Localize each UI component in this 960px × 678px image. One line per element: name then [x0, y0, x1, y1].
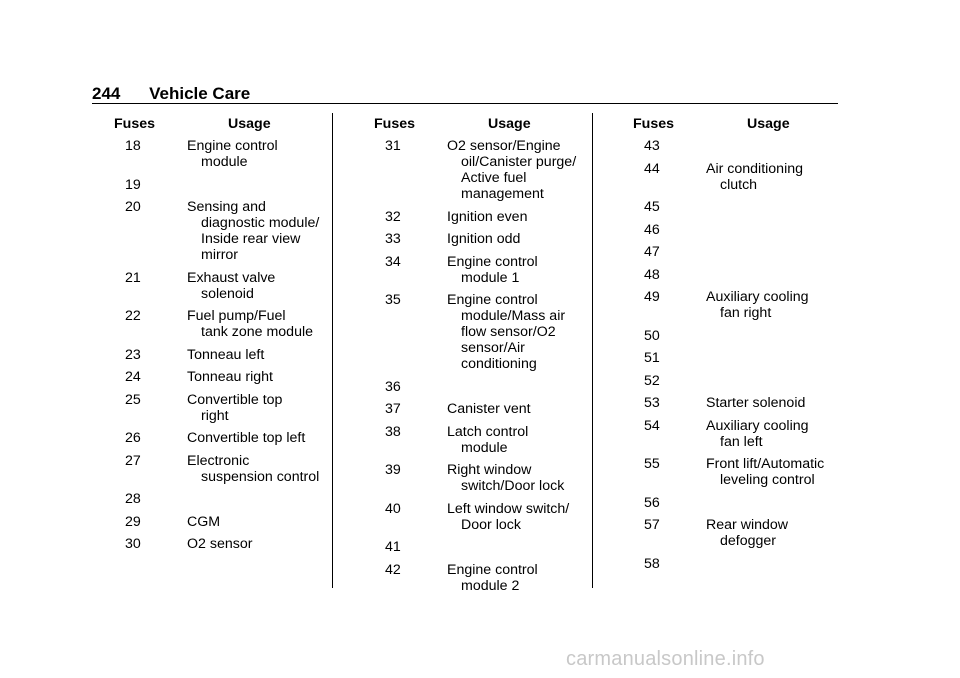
fuse-number: 28 — [125, 491, 141, 507]
fuse-usage: Canister vent — [447, 401, 531, 417]
fuse-usage: Electronic suspension control — [187, 452, 320, 485]
fuse-usage: Front lift/Automatic leveling control — [706, 456, 825, 488]
fuse-usage: Engine control module/Mass air flow sensor/O2 sensor/Air conditioning — [447, 292, 566, 372]
fuse-usage: Fuel pump/Fuel tank zone module — [187, 308, 313, 340]
fuses-header: Fuses — [633, 116, 675, 132]
fuse-usage — [706, 556, 862, 572]
fuse-number: 34 — [385, 253, 401, 270]
fuse-number: 57 — [644, 517, 660, 533]
fuse-number: 33 — [385, 231, 401, 247]
fuse-usage — [706, 138, 862, 154]
fuse-row — [352, 462, 592, 494]
fuse-usage — [706, 199, 862, 215]
fuse-row — [611, 222, 851, 238]
fuse-usage: Exhaust valve solenoid — [187, 269, 276, 302]
fuse-usage: O2 sensor — [187, 536, 253, 552]
fuse-number: 58 — [644, 555, 660, 572]
fuse-number: 47 — [644, 244, 660, 260]
fuse-number: 54 — [644, 417, 660, 434]
fuse-usage — [187, 177, 343, 193]
fuse-usage: Sensing and diagnostic module/ Inside rear view mirror — [187, 199, 320, 263]
fuse-number: 56 — [644, 494, 660, 511]
fuses-header: Fuses — [374, 116, 416, 132]
fuse-number: 31 — [385, 138, 401, 154]
fuse-number: 25 — [125, 391, 141, 408]
fuse-usage: Air conditioning clutch — [706, 160, 804, 193]
fuse-usage: Engine control module — [187, 138, 278, 170]
fuse-row — [611, 495, 851, 511]
fuse-usage: Engine control module 2 — [447, 561, 538, 594]
fuse-table-column-2 — [352, 116, 592, 600]
fuse-usage — [706, 244, 862, 260]
fuse-number: 21 — [125, 269, 141, 286]
header-rule — [92, 103, 838, 104]
fuse-row — [611, 517, 851, 549]
fuse-usage — [706, 328, 862, 344]
fuse-usage: Convertible top right — [187, 391, 283, 424]
fuse-usage: Ignition even — [447, 208, 528, 225]
fuse-row — [92, 491, 332, 507]
fuse-row — [611, 244, 851, 260]
fuse-row — [92, 369, 332, 385]
page-header — [92, 84, 250, 104]
fuse-row — [92, 270, 332, 302]
fuse-number: 52 — [644, 372, 660, 389]
fuse-row — [92, 536, 332, 552]
fuse-usage: Rear window defogger — [706, 517, 789, 549]
fuse-row — [352, 562, 592, 594]
fuse-row — [611, 395, 851, 411]
fuse-number: 30 — [125, 536, 141, 552]
fuse-number: 36 — [385, 378, 401, 395]
usage-header: Usage — [747, 116, 790, 132]
fuse-usage — [706, 267, 862, 283]
fuse-usage — [447, 379, 603, 395]
fuse-row — [352, 424, 592, 456]
fuse-usage — [706, 495, 862, 511]
fuse-row — [611, 328, 851, 344]
fuse-usage: Convertible top left — [187, 430, 306, 446]
fuse-number: 20 — [125, 199, 141, 215]
fuse-number: 51 — [644, 350, 660, 366]
fuse-usage: Engine control module 1 — [447, 253, 538, 286]
column-header — [611, 116, 851, 132]
fuse-row — [611, 267, 851, 283]
fuse-usage: Latch control module — [447, 423, 529, 456]
fuse-usage: O2 sensor/Engine oil/Canister purge/ Active fuel management — [447, 138, 577, 202]
fuse-usage: Starter solenoid — [706, 395, 806, 411]
fuse-number: 27 — [125, 452, 141, 469]
watermark: carmanualsonline.info — [566, 648, 765, 670]
fuse-number: 32 — [385, 208, 401, 225]
fuse-number: 43 — [644, 138, 660, 154]
fuse-number: 26 — [125, 430, 141, 446]
fuse-row — [611, 373, 851, 389]
fuse-row — [92, 392, 332, 424]
fuse-number: 29 — [125, 513, 141, 530]
fuse-row — [611, 161, 851, 193]
fuse-row — [611, 199, 851, 215]
fuse-row — [352, 138, 592, 202]
fuse-usage: Auxiliary cooling fan right — [706, 289, 809, 321]
fuse-number: 41 — [385, 539, 401, 555]
fuse-row — [611, 556, 851, 572]
fuse-usage: Tonneau left — [187, 346, 265, 363]
fuse-row — [352, 254, 592, 286]
fuse-usage: CGM — [187, 513, 221, 530]
fuse-number: 38 — [385, 423, 401, 440]
fuse-row — [92, 308, 332, 340]
fuses-header: Fuses — [114, 116, 156, 132]
fuse-number: 19 — [125, 176, 141, 193]
fuse-usage: Tonneau right — [187, 369, 273, 385]
fuse-row — [92, 199, 332, 263]
fuse-number: 22 — [125, 308, 141, 324]
fuse-number: 23 — [125, 346, 141, 363]
column-header — [92, 116, 332, 132]
column-divider — [592, 113, 593, 588]
fuse-number: 49 — [644, 289, 660, 305]
fuse-usage — [447, 539, 603, 555]
fuse-row — [92, 430, 332, 446]
fuse-number: 48 — [644, 266, 660, 283]
fuse-row — [611, 456, 851, 488]
usage-header: Usage — [488, 116, 531, 132]
fuse-row — [92, 347, 332, 363]
fuse-number: 45 — [644, 199, 660, 215]
fuse-number: 46 — [644, 221, 660, 238]
column-header — [352, 116, 592, 132]
fuse-usage: Auxiliary cooling fan left — [706, 417, 809, 450]
fuse-table-column-1 — [92, 116, 332, 559]
page-number: 244 — [92, 84, 121, 103]
fuse-row — [92, 177, 332, 193]
fuse-usage — [706, 222, 862, 238]
fuse-row — [611, 289, 851, 321]
fuse-row — [352, 401, 592, 417]
fuse-usage — [187, 491, 343, 507]
fuse-row — [352, 292, 592, 372]
fuse-number: 42 — [385, 561, 401, 578]
fuse-row — [92, 138, 332, 170]
fuse-row — [611, 350, 851, 366]
fuse-number: 44 — [644, 160, 660, 177]
fuse-row — [352, 539, 592, 555]
fuse-usage: Left window switch/ Door lock — [447, 500, 570, 533]
usage-header: Usage — [228, 116, 271, 132]
fuse-number: 18 — [125, 138, 141, 154]
fuse-usage — [706, 350, 862, 366]
section-title: Vehicle Care — [149, 84, 251, 103]
fuse-row — [352, 501, 592, 533]
fuse-row — [92, 453, 332, 485]
fuse-usage — [706, 373, 862, 389]
fuse-number: 37 — [385, 401, 401, 417]
fuse-row — [611, 138, 851, 154]
fuse-number: 55 — [644, 456, 660, 472]
fuse-number: 39 — [385, 462, 401, 478]
fuse-number: 50 — [644, 327, 660, 344]
fuse-number: 53 — [644, 395, 660, 411]
fuse-row — [352, 231, 592, 247]
fuse-usage: Right window switch/Door lock — [447, 462, 565, 494]
fuse-usage: Ignition odd — [447, 231, 521, 247]
fuse-row — [611, 418, 851, 450]
fuse-table-column-3 — [611, 116, 851, 578]
fuse-row — [352, 379, 592, 395]
fuse-number: 35 — [385, 292, 401, 308]
fuse-number: 40 — [385, 500, 401, 517]
fuse-row — [92, 514, 332, 530]
fuse-row — [352, 209, 592, 225]
fuse-number: 24 — [125, 369, 141, 385]
column-divider — [332, 113, 333, 588]
